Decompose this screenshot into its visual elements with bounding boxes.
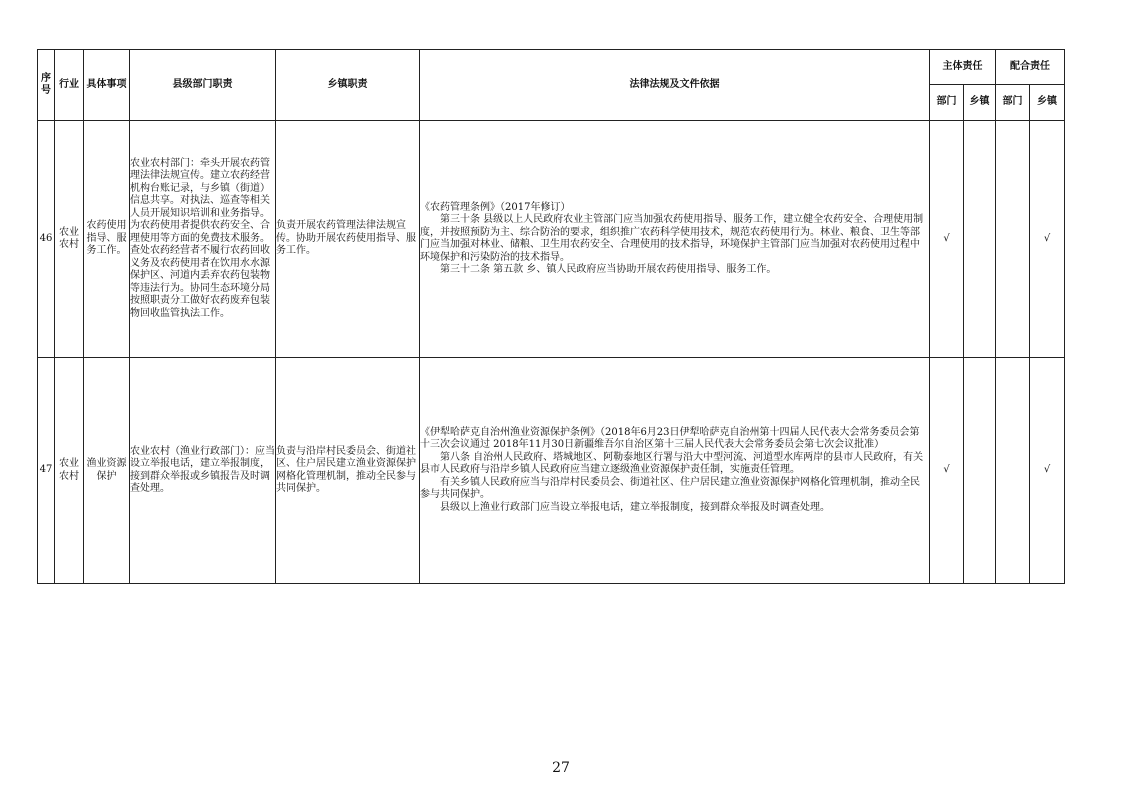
check-coop-township: √ — [1030, 358, 1065, 584]
header-seq: 序号 — [38, 50, 55, 121]
check-main-township — [964, 121, 996, 358]
law-title: 《农药管理条例》（2017年修订） — [420, 201, 571, 213]
check-main-dept: √ — [930, 121, 964, 358]
row-town-duty: 负责与沿岸村民委员会、街道社区、住户居民建立渔业资源保护网格化管理机制，推动全民参与共同保护。 — [276, 358, 420, 584]
law-title: 《伊犁哈萨克自治州渔业资源保护条例》（2018年6月23日伊犁哈萨克自治州第十四届人民代表大会常务委员会第十三次会议通过 2018年11月30日新疆维吾尔自治区第十三届人民代表大会常务委员会第七次会议批准） — [420, 426, 920, 451]
check-coop-dept — [996, 121, 1030, 358]
row-law-basis — [420, 121, 930, 358]
table-row — [38, 358, 1065, 584]
row-industry: 农业农村 — [55, 358, 84, 584]
table-row — [38, 121, 1065, 358]
row-item: 农药使用指导、服务工作。 — [84, 121, 130, 358]
row-law-basis — [420, 358, 930, 584]
check-coop-township: √ — [1030, 121, 1065, 358]
header-law-basis: 法律法规及文件依据 — [420, 50, 930, 121]
check-coop-dept — [996, 358, 1030, 584]
check-main-dept: √ — [930, 358, 964, 584]
row-county-duty: 农业农村部门：牵头开展农药管理法律法规宣传。建立农药经营机构台账记录，与乡镇（街道）信息共享。对执法、巡查等相关人员开展知识培训和业务指导。为农药使用者提供农药安全、合理使用等方面的免费技术服务。查处农药经营者不履行农药回收义务及农药使用者在饮用水水源保护区、河道内丢弃农药包装物等违法行为。协同生态环境分局按照职责分工做好农药废弃包装物回收监管执法工作。 — [130, 121, 276, 358]
row-item: 渔业资源保护 — [84, 358, 130, 584]
law-article: 第八条 自治州人民政府、塔城地区、阿勒泰地区行署与沿大中型河流、河道型水库两岸的县市人民政府，有关县市人民政府与沿岸乡镇人民政府应当建立逐级渔业资源保护责任制，实施责任管理。 — [420, 451, 924, 476]
row-seq: 47 — [38, 358, 55, 584]
check-main-township — [964, 358, 996, 584]
header-town-duty: 乡镇职责 — [276, 50, 420, 121]
header-main-dept: 部门 — [930, 85, 964, 121]
header-main-township: 乡镇 — [964, 85, 996, 121]
header-county-duty: 县级部门职责 — [130, 50, 276, 121]
header-coop-responsibility: 配合责任 — [996, 50, 1065, 85]
row-town-duty: 负责开展农药管理法律法规宣传。协助开展农药使用指导、服务工作。 — [276, 121, 420, 358]
header-main-responsibility: 主体责任 — [930, 50, 996, 85]
law-article: 县级以上渔业行政部门应当设立举报电话，建立举报制度，接到群众举报及时调查处理。 — [440, 501, 830, 513]
row-county-duty: 农业农村（渔业行政部门）：应当设立举报电话，建立举报制度，接到群众举报或乡镇报告及时调查处理。 — [130, 358, 276, 584]
header-coop-township: 乡镇 — [1030, 85, 1065, 121]
header-industry: 行业 — [55, 50, 84, 121]
header-coop-dept: 部门 — [996, 85, 1030, 121]
law-article: 第三十条 县级以上人民政府农业主管部门应当加强农药使用指导、服务工作，建立健全农药安全、合理使用制度，并按照预防为主、综合防治的要求，组织推广农药科学使用技术，规范农药使用行为。林业、粮食、卫生等部门应当加强对林业、储粮、卫生用农药安全、合理使用的技术指导，环境保护主管部门应当加强对农药使用过程中环境保护和污染防治的技术指导。 — [420, 214, 924, 263]
law-article: 有关乡镇人民政府应当与沿岸村民委员会、街道社区、住户居民建立渔业资源保护网格化管理机制，推动全民参与共同保护。 — [420, 476, 920, 501]
law-article: 第三十二条 第五款 乡、镇人民政府应当协助开展农药使用指导、服务工作。 — [440, 264, 777, 275]
header-row-top — [38, 50, 1065, 85]
row-industry: 农业农村 — [55, 121, 84, 358]
page-number: 27 — [552, 760, 570, 776]
row-seq: 46 — [38, 121, 55, 358]
header-item: 具体事项 — [84, 50, 130, 121]
duty-table — [37, 49, 1065, 584]
